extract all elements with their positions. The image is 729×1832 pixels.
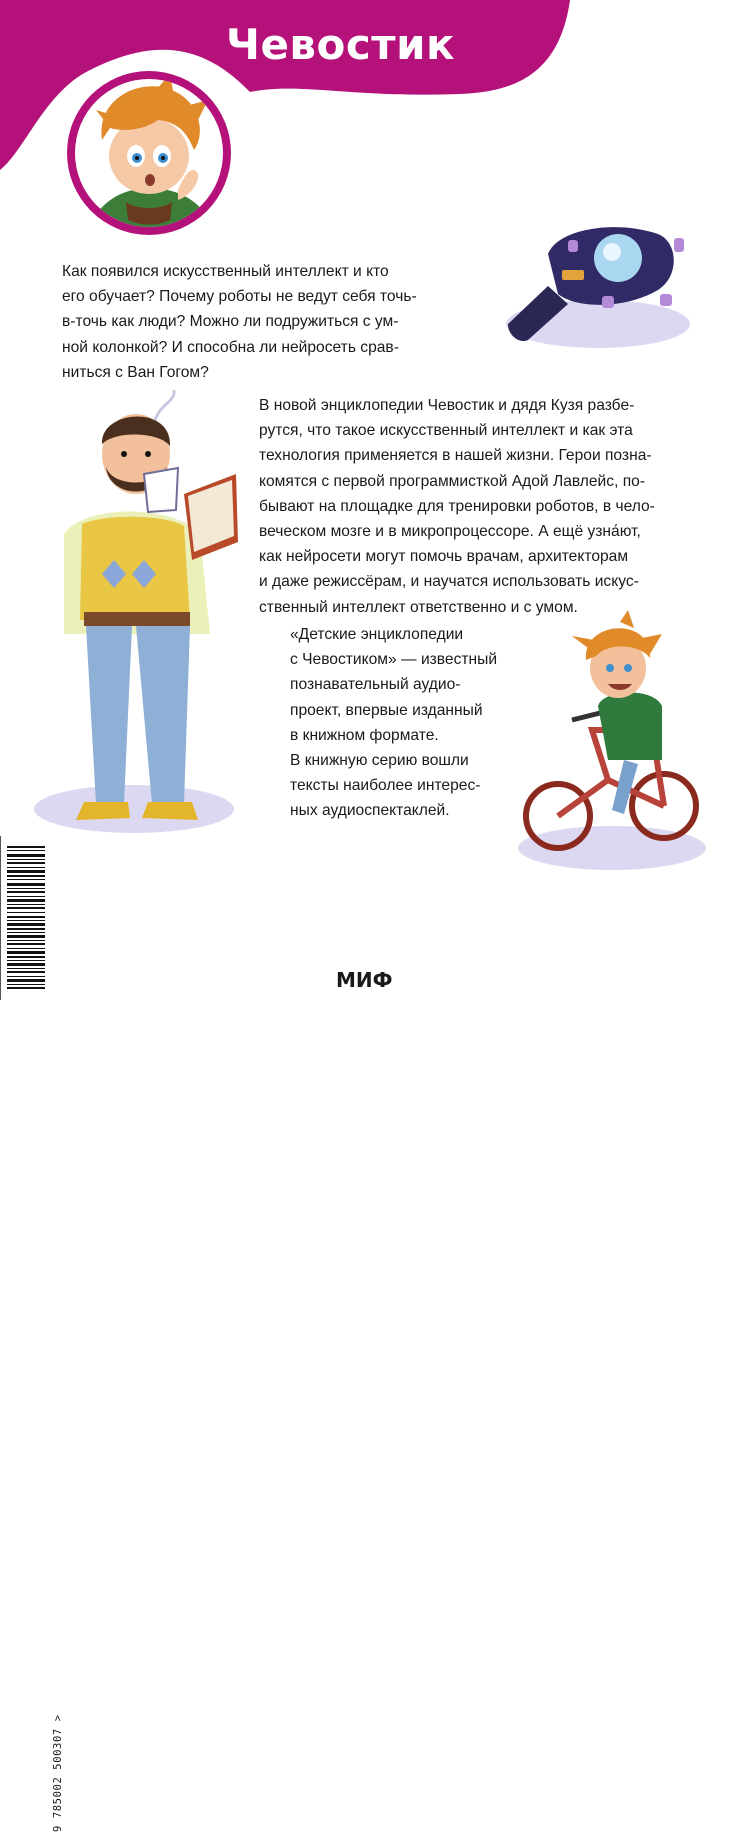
- uncle-kuzya-illustration: [24, 384, 264, 839]
- description-line: рутся, что такое искусственный интеллект и как эта: [259, 422, 633, 440]
- series-line: в книжном формате.: [290, 726, 439, 744]
- series-line: с Чевостиком» — известный: [290, 651, 498, 669]
- series-paragraph: [290, 622, 497, 824]
- intro-line: ниться с Ван Гогом?: [62, 363, 209, 381]
- isbn-number: 9 785002 500307 >: [52, 1714, 64, 1832]
- intro-line: в-точь как люди? Можно ли подружиться с ум-: [62, 313, 399, 331]
- barcode-area: [0, 836, 64, 1832]
- description-line: бывают на площадке для тренировки роботов, в чело-: [259, 497, 655, 515]
- series-line: тексты наиболее интерес-: [290, 777, 481, 795]
- publisher-logo: МИФ: [336, 968, 393, 992]
- page-title: Чевостик: [226, 20, 456, 69]
- description-line: ственный интеллект ответственно и с умом.: [259, 598, 578, 616]
- series-line: познавательный аудио-: [290, 676, 461, 694]
- series-line: ных аудиоспектаклей.: [290, 802, 450, 820]
- description-line: комятся с первой программисткой Адой Лавлейс, по-: [259, 472, 646, 490]
- gadget-illustration: [498, 214, 698, 354]
- description-paragraph: [259, 393, 655, 620]
- series-line: «Детские энциклопедии: [290, 626, 464, 643]
- series-line: В книжную серию вошли: [290, 752, 469, 770]
- intro-paragraph: [62, 259, 417, 385]
- intro-line: ной колонкой? И способна ли нейросеть срав-: [62, 338, 399, 356]
- barcode: [7, 844, 45, 992]
- description-line: и даже режиссёрам, и научатся использовать искус-: [259, 573, 639, 591]
- description-line: В новой энциклопедии Чевостик и дядя Кузя разбе-: [259, 397, 635, 414]
- intro-line: Как появился искусственный интеллект и кто: [62, 263, 389, 280]
- description-line: веческом мозге и в микропроцессоре. А ещё узна́ют,: [259, 523, 641, 541]
- description-line: технология применяется в нашей жизни. Герои позна-: [259, 447, 652, 465]
- intro-line: его обучает? Почему роботы не ведут себя точь-: [62, 288, 417, 306]
- series-line: проект, впервые изданный: [290, 701, 483, 719]
- chevostik-bicycle-illustration: [512, 610, 708, 872]
- description-line: как нейросети могут помочь врачам, архитекторам: [259, 548, 629, 566]
- chevostik-portrait: [66, 70, 232, 236]
